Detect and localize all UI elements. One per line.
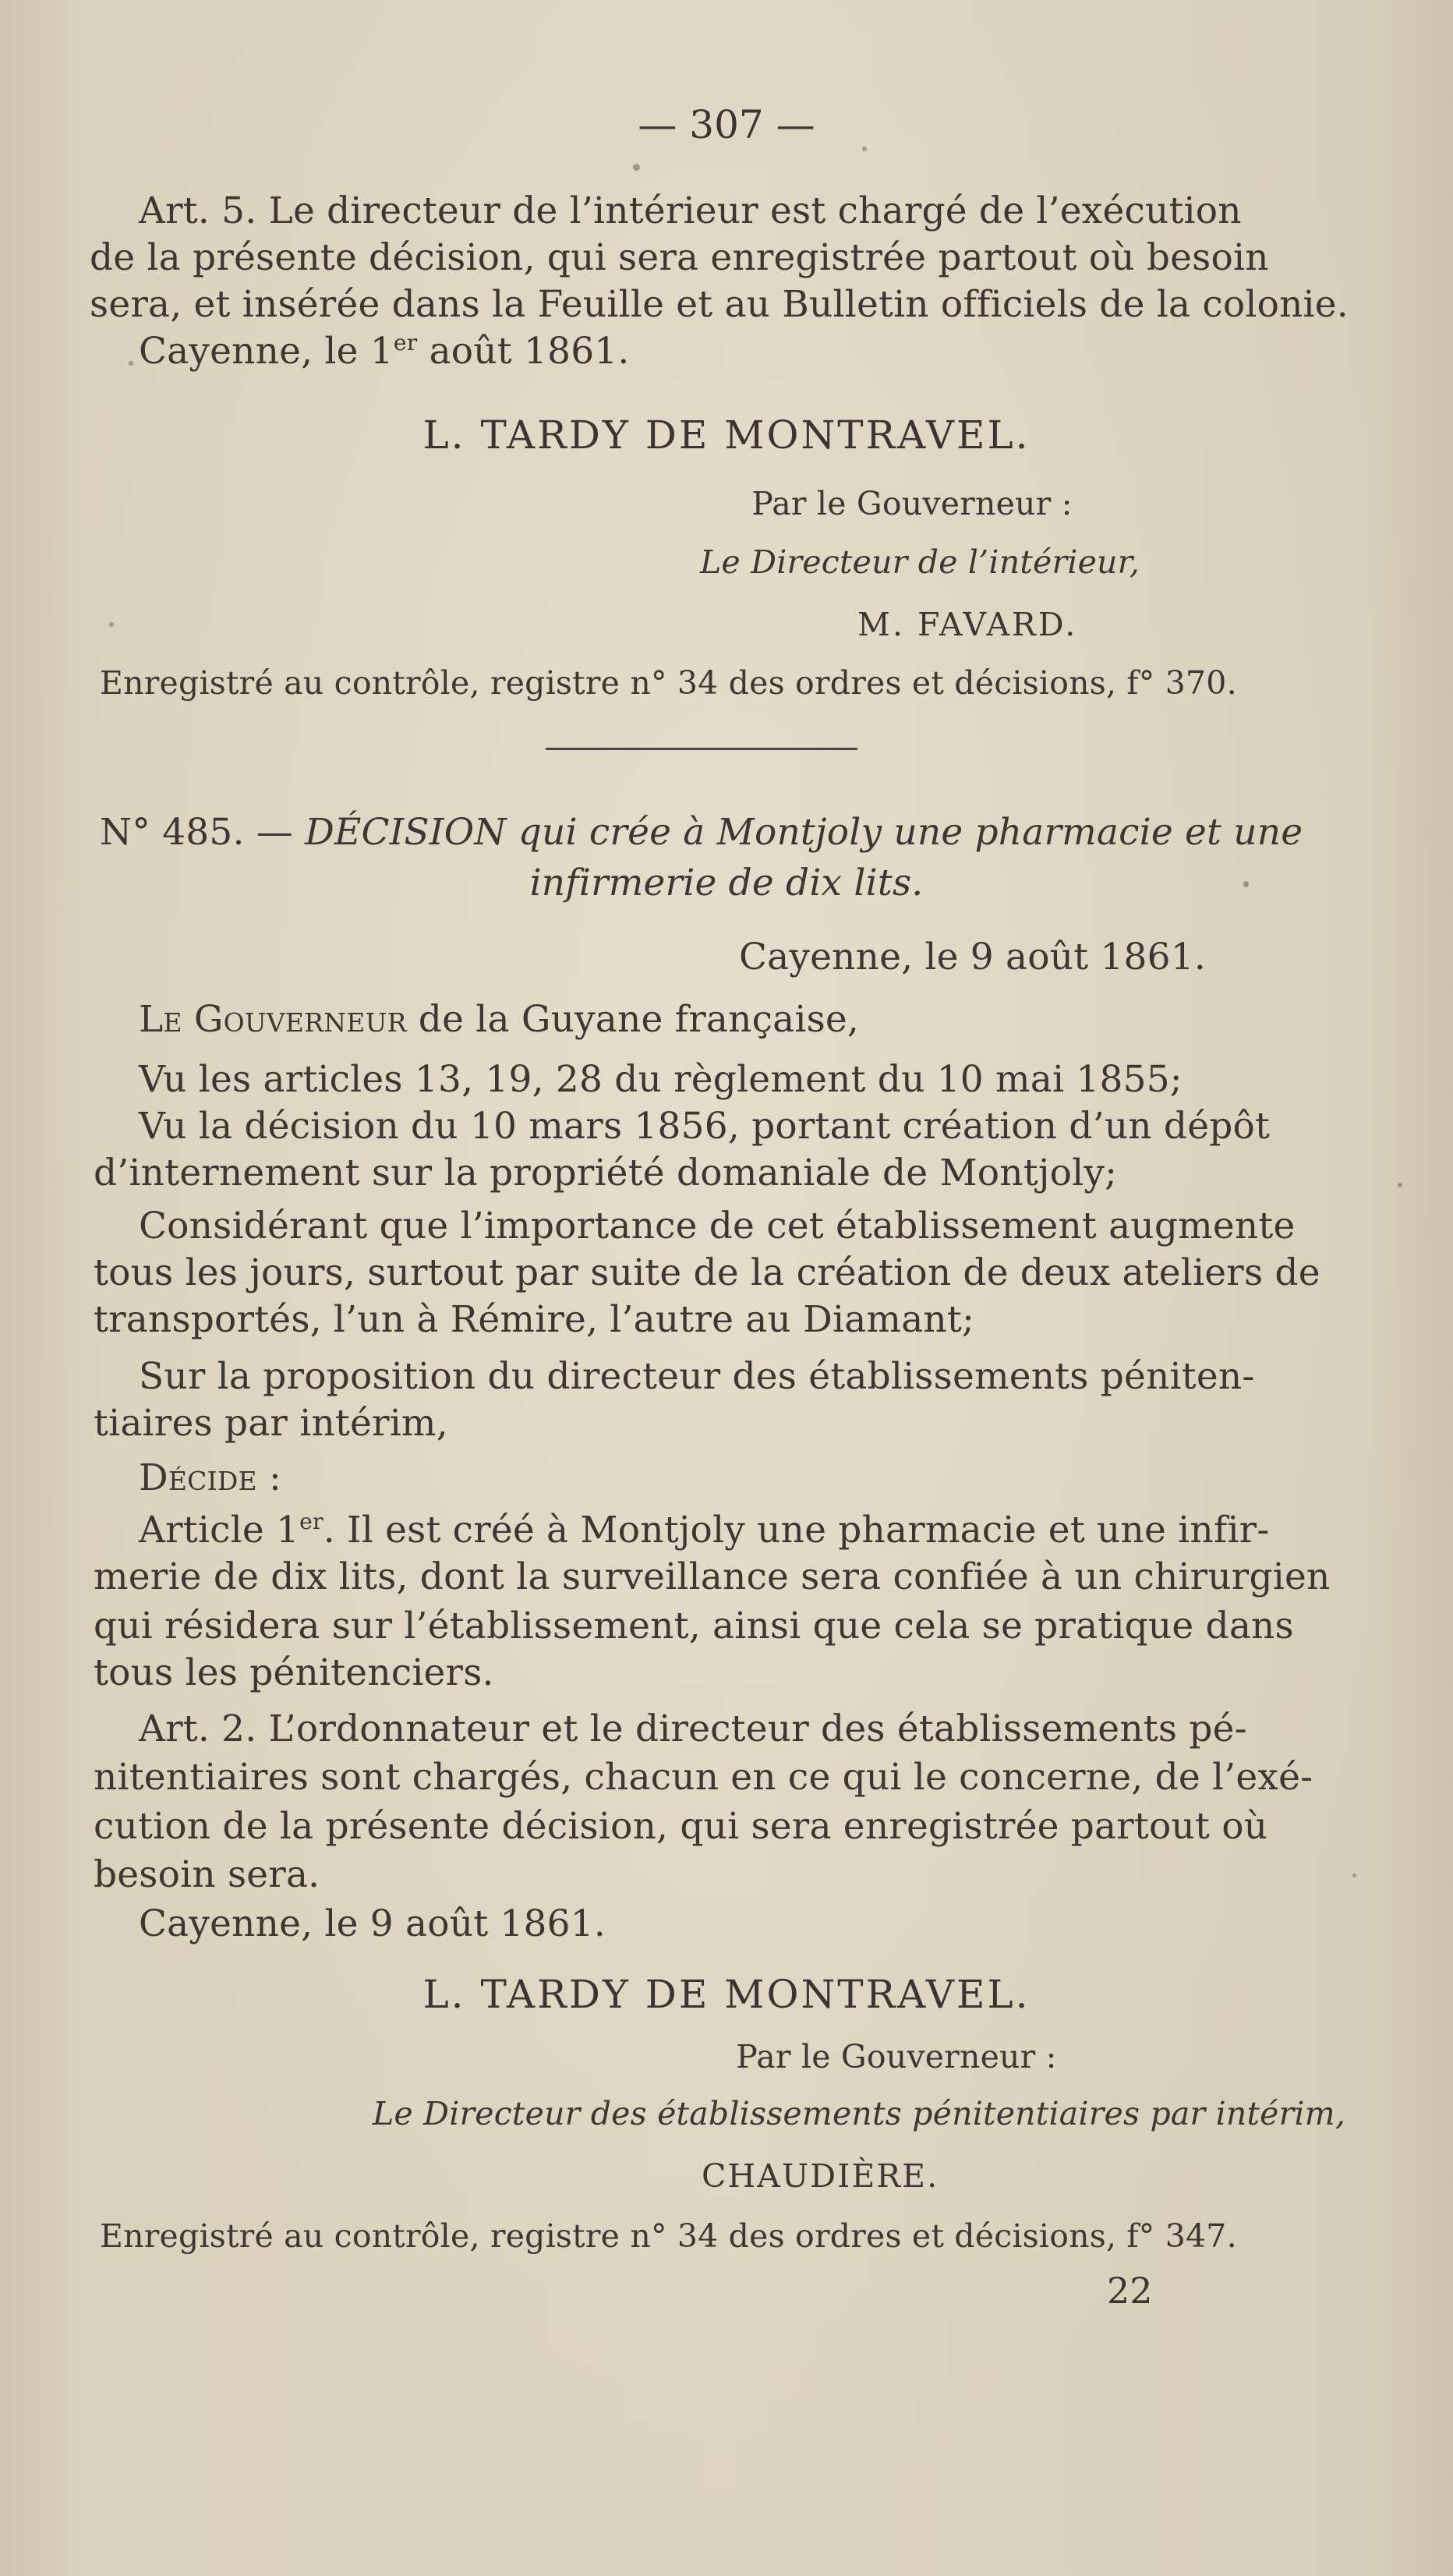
- paper-speck: [633, 164, 640, 171]
- body-line-1: Vu les articles 13, 19, 28 du règlement du 10 mai 1855;: [139, 1058, 1183, 1101]
- article-1-line-4: tous les pénitenciers.: [94, 1651, 494, 1694]
- paper-speck: [109, 622, 114, 627]
- second-by-line: Par le Gouverneur :: [736, 2038, 1057, 2075]
- article-5-line-2: de la présente décision, qui sera enregistrée partout où besoin: [90, 236, 1269, 279]
- second-place-date: Cayenne, le 9 août 1861.: [139, 1902, 606, 1945]
- body-line-7: Sur la proposition du directeur des établissements péniten-: [139, 1355, 1255, 1398]
- first-signature-name: L. TARDY DE MONTRAVEL.: [422, 412, 1031, 458]
- second-official-name: CHAUDIÈRE.: [702, 2157, 939, 2195]
- second-signature-name: L. TARDY DE MONTRAVEL.: [422, 1972, 1031, 2017]
- paper-speck: [1243, 881, 1249, 887]
- decision-date-line: Cayenne, le 9 août 1861.: [739, 936, 1206, 978]
- body-line-6: transportés, l’un à Rémire, l’autre au Diamant;: [94, 1298, 975, 1341]
- first-registration-note: Enregistré au contrôle, registre n° 34 des ordres et décisions, f° 370.: [100, 664, 1237, 702]
- article-1-line-2: merie de dix lits, dont la surveillance sera confiée à un chirurgien: [94, 1555, 1331, 1598]
- article-2-line-4: besoin sera.: [94, 1853, 320, 1896]
- article-2-line-1: Art. 2. L’ordonnateur et le directeur des établissements pé-: [139, 1707, 1247, 1750]
- decide-heading: Décide :: [139, 1456, 281, 1499]
- article-1-line-1: Article 1er. Il est créé à Montjoly une pharmacie et une infir-: [139, 1509, 1270, 1552]
- signature-mark: 22: [1107, 2270, 1153, 2312]
- article-2-line-3: cution de la présente décision, qui sera enregistrée partout où: [94, 1805, 1268, 1848]
- article-2-line-2: nitentiaires sont chargés, chacun en ce qui le concerne, de l’exé-: [94, 1756, 1313, 1799]
- second-registration-note: Enregistré au contrôle, registre n° 34 des ordres et décisions, f° 347.: [100, 2217, 1237, 2255]
- section-divider: [546, 748, 857, 750]
- body-line-5: tous les jours, surtout par suite de la création de deux ateliers de: [94, 1251, 1320, 1294]
- body-line-4: Considérant que l’importance de cet établissement augmente: [139, 1205, 1296, 1247]
- first-official-title: Le Directeur de l’intérieur,: [700, 543, 1140, 581]
- paper-speck: [1352, 1874, 1356, 1877]
- page-number: — 307 —: [638, 102, 815, 147]
- first-place-date: Cayenne, le 1er août 1861.: [139, 330, 630, 373]
- paper-speck: [862, 147, 867, 151]
- article-1-line-3: qui résidera sur l’établissement, ainsi que cela se pratique dans: [94, 1605, 1294, 1647]
- body-line-3: d’internement sur la propriété domaniale de Montjoly;: [94, 1152, 1118, 1194]
- article-5-line-1: Art. 5. Le directeur de l’intérieur est chargé de l’exécution: [139, 189, 1242, 232]
- decision-heading-line-2: infirmerie de dix lits.: [529, 862, 924, 904]
- first-official-name: M. FAVARD.: [857, 606, 1078, 643]
- article-5-line-3: sera, et insérée dans la Feuille et au Bulletin officiels de la colonie.: [90, 283, 1349, 326]
- paper-speck: [1398, 1183, 1402, 1187]
- decision-heading-line-1: N° 485. — DÉCISION qui crée à Montjoly une pharmacie et une: [100, 811, 1303, 854]
- first-by-line: Par le Gouverneur :: [751, 485, 1073, 522]
- paper-speck: [129, 361, 133, 366]
- governor-line: Le Gouverneur de la Guyane française,: [139, 998, 860, 1041]
- body-line-8: tiaires par intérim,: [94, 1402, 448, 1445]
- body-line-2: Vu la décision du 10 mars 1856, portant création d’un dépôt: [139, 1105, 1271, 1148]
- second-official-title: Le Directeur des établissements pénitentiaires par intérim,: [373, 2095, 1346, 2132]
